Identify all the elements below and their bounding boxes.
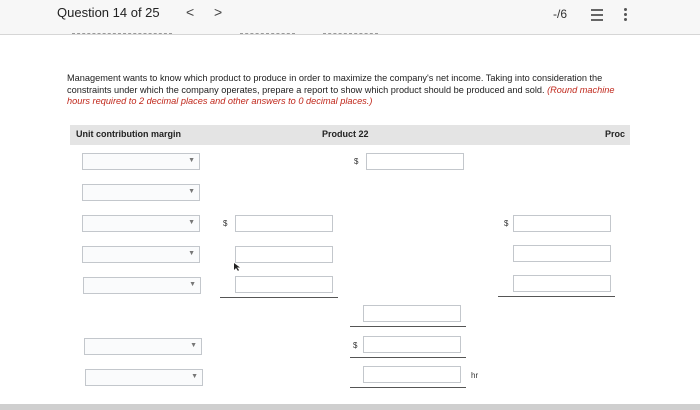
- product-22-hours-input[interactable]: [363, 366, 461, 383]
- row-label-header: Unit contribution margin: [76, 129, 181, 139]
- hours-unit-label: hr: [471, 371, 479, 380]
- total-line: [350, 387, 466, 388]
- subcol-input-3[interactable]: [235, 276, 333, 293]
- chevron-down-icon: ▼: [189, 281, 196, 288]
- cursor-icon: [233, 262, 241, 272]
- currency-symbol: $: [354, 157, 359, 166]
- chevron-down-icon: ▼: [188, 250, 195, 257]
- row-label-select-1[interactable]: [82, 153, 200, 170]
- chevron-down-icon: ▼: [191, 373, 198, 380]
- product-22-input-b[interactable]: [363, 336, 461, 353]
- list-icon[interactable]: [591, 9, 603, 21]
- product-next-input-2[interactable]: [513, 245, 611, 262]
- previous-question-button[interactable]: <: [186, 4, 195, 20]
- chevron-down-icon: ▼: [188, 188, 195, 195]
- row-label-select-2[interactable]: [82, 184, 200, 201]
- product-22-header: Product 22: [322, 129, 369, 139]
- rounding-instruction: (Round machine hours required to 2 decimal places and other answers to 0 decimal places.): [67, 84, 615, 106]
- prompt-text: Management wants to know which product to produce in order to maximize the company's net income. Taking into consideration the constraints under which the company operates, prepare a report to show which product should be produced and sold.: [67, 73, 603, 95]
- total-line: [350, 357, 466, 358]
- page-footer: [0, 404, 700, 410]
- subcol-input-1[interactable]: [235, 215, 333, 232]
- chevron-down-icon: ▼: [188, 157, 195, 164]
- divider: [323, 33, 378, 36]
- subcol-input-2[interactable]: [235, 246, 333, 263]
- currency-symbol: $: [353, 341, 358, 350]
- row-label-select-6[interactable]: [84, 338, 202, 355]
- divider: [240, 33, 295, 36]
- total-line: [350, 326, 466, 327]
- table-header: [70, 125, 630, 145]
- total-line: [498, 296, 615, 297]
- divider: [72, 33, 172, 36]
- question-counter: Question 14 of 25: [57, 5, 160, 20]
- next-question-button[interactable]: >: [214, 4, 223, 20]
- chevron-down-icon: ▼: [190, 342, 197, 349]
- row-label-select-7[interactable]: [85, 369, 203, 386]
- product-next-header: Proc: [605, 129, 626, 139]
- chevron-down-icon: ▼: [188, 219, 195, 226]
- product-next-input-1[interactable]: [513, 215, 611, 232]
- total-line: [220, 297, 338, 298]
- currency-symbol: $: [223, 219, 228, 228]
- product-next-input-3[interactable]: [513, 275, 611, 292]
- more-vertical-icon[interactable]: [624, 8, 628, 23]
- question-prompt: [67, 73, 627, 108]
- row-label-select-4[interactable]: [82, 246, 200, 263]
- product-22-input-a[interactable]: [363, 305, 461, 322]
- row-label-select-3[interactable]: [82, 215, 200, 232]
- question-header: [0, 0, 700, 35]
- question-score: -/6: [553, 7, 568, 21]
- currency-symbol: $: [504, 219, 509, 228]
- row-label-select-5[interactable]: [83, 277, 201, 294]
- product-22-unit-cm-input[interactable]: [366, 153, 464, 170]
